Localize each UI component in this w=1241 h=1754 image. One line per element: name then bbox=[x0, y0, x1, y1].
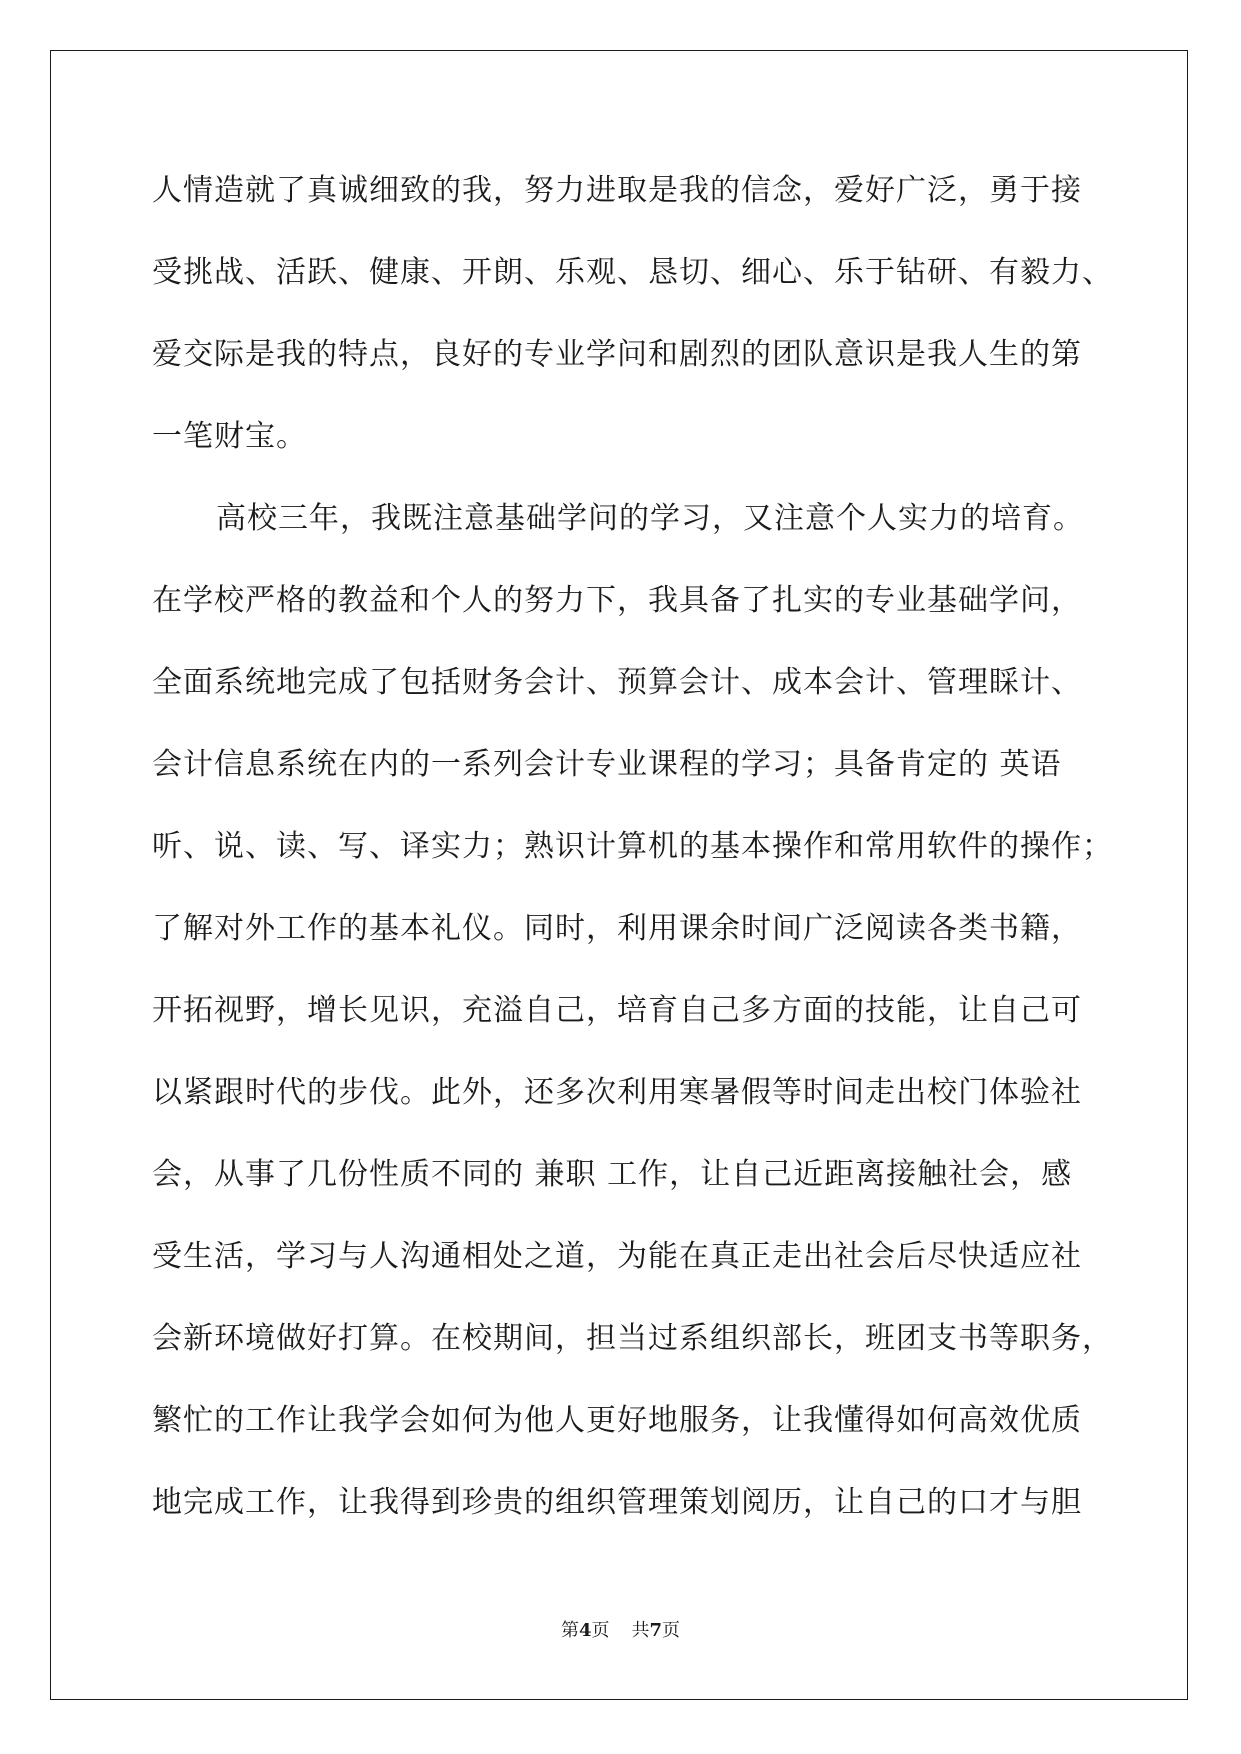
total-prefix: 共 bbox=[631, 1620, 650, 1641]
text-line: 受挑战、活跃、健康、开朗、乐观、恳切、细心、乐于钻研、有毅力、 bbox=[152, 255, 1113, 290]
document-body bbox=[152, 168, 1112, 1562]
text-line: 了解对外工作的基本礼仪。同时，利用课余时间广泛阅读各类书籍， bbox=[152, 911, 1082, 946]
text-line: 一笔财宝。 bbox=[152, 419, 307, 454]
text-line: 繁忙的工作让我学会如何为他人更好地服务，让我懂得如何高效优质 bbox=[152, 1403, 1082, 1438]
paragraph-first-line: 高校三年，我既注意基础学问的学习，又注意个人实力的培育。 bbox=[216, 501, 1084, 536]
text-line: 人情造就了真诚细致的我，努力进取是我的信念，爱好广泛，勇于接 bbox=[152, 173, 1082, 208]
total-page-number: 7 bbox=[649, 1620, 663, 1641]
text-line: 爱交际是我的特点，良好的专业学问和剧烈的团队意识是我人生的第 bbox=[152, 337, 1082, 372]
text-line: 开拓视野，增长见识，充溢自己，培育自己多方面的技能，让自己可 bbox=[152, 993, 1082, 1028]
text-line: 全面系统地完成了包括财务会计、预算会计、成本会计、管理睬计、 bbox=[152, 665, 1082, 700]
current-page-number: 4 bbox=[578, 1620, 592, 1641]
page-prefix: 第 bbox=[560, 1620, 579, 1641]
text-line: 在学校严格的教益和个人的努力下，我具备了扎实的专业基础学问， bbox=[152, 583, 1082, 618]
text-line: 会，从事了几份性质不同的 兼职 工作，让自己近距离接触社会，感 bbox=[152, 1157, 1073, 1192]
page-footer bbox=[0, 1616, 1241, 1642]
text-line: 地完成工作，让我得到珍贵的组织管理策划阅历，让自己的口才与胆 bbox=[152, 1485, 1082, 1520]
text-line: 听、说、读、写、译实力；熟识计算机的基本操作和常用软件的操作； bbox=[152, 829, 1113, 864]
page-unit: 页 bbox=[591, 1620, 610, 1641]
text-line: 会计信息系统在内的一系列会计专业课程的学习；具备肯定的 英语 bbox=[152, 747, 1062, 782]
text-line: 受生活，学习与人沟通相处之道，为能在真正走出社会后尽快适应社 bbox=[152, 1239, 1082, 1274]
text-line: 会新环境做好打算。在校期间，担当过系组织部长，班团支书等职务， bbox=[152, 1321, 1113, 1356]
total-unit: 页 bbox=[662, 1620, 681, 1641]
text-line: 以紧跟时代的步伐。此外，还多次利用寒暑假等时间走出校门体验社 bbox=[152, 1075, 1082, 1110]
